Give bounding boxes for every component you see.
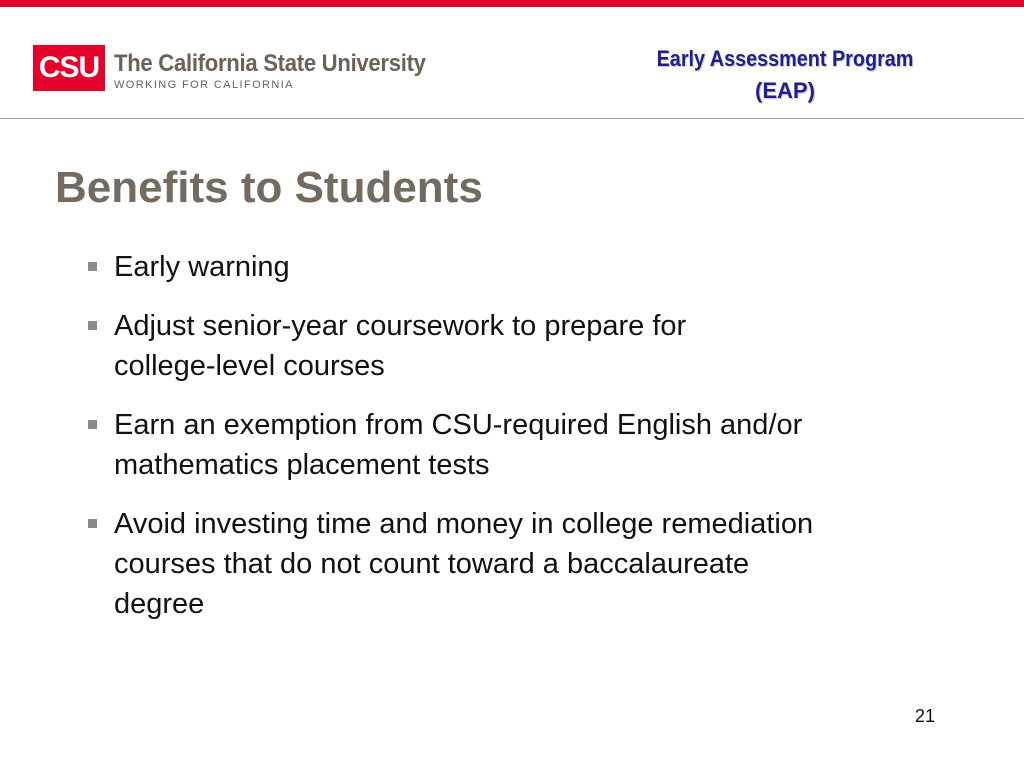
program-title-line-1: Early Assessment Program <box>656 46 914 71</box>
csu-logo <box>33 45 453 92</box>
bullet-square-icon <box>88 519 97 528</box>
bullet-item <box>88 504 968 624</box>
bullet-line: Early warning <box>114 251 290 283</box>
bullet-text <box>114 504 813 624</box>
bullet-list <box>88 247 968 643</box>
program-title-line-2: (EAP) <box>755 78 815 103</box>
bullet-line: Avoid investing time and money in college remediation <box>114 508 814 540</box>
program-title <box>625 43 945 107</box>
bullet-item <box>88 306 968 386</box>
csu-logo-text <box>114 45 453 92</box>
slide-title: Benefits to Students <box>55 163 483 212</box>
bullet-square-icon <box>88 262 97 271</box>
bullet-text <box>114 306 686 386</box>
bullet-line: mathematics placement tests <box>114 449 490 481</box>
top-accent-bar <box>0 0 1024 7</box>
bullet-square-icon <box>88 321 97 330</box>
page-number: 21 <box>914 706 935 726</box>
bullet-item <box>88 405 968 485</box>
csu-logo-mark: CSU <box>33 45 105 91</box>
university-name: The California State University <box>114 50 426 77</box>
bullet-text <box>114 405 802 485</box>
bullet-square-icon <box>88 420 97 429</box>
bullet-line: college-level courses <box>114 350 385 382</box>
bullet-item <box>88 247 968 287</box>
bullet-line: degree <box>114 588 205 620</box>
bullet-line: Earn an exemption from CSU-required English and/or <box>114 409 803 441</box>
bullet-line: Adjust senior-year coursework to prepare for <box>114 310 687 342</box>
bullet-line: courses that do not count toward a baccalaureate <box>114 548 750 580</box>
university-tagline: WORKING FOR CALIFORNIA <box>114 79 294 91</box>
bullet-text <box>114 247 290 287</box>
header-divider <box>0 118 1024 119</box>
